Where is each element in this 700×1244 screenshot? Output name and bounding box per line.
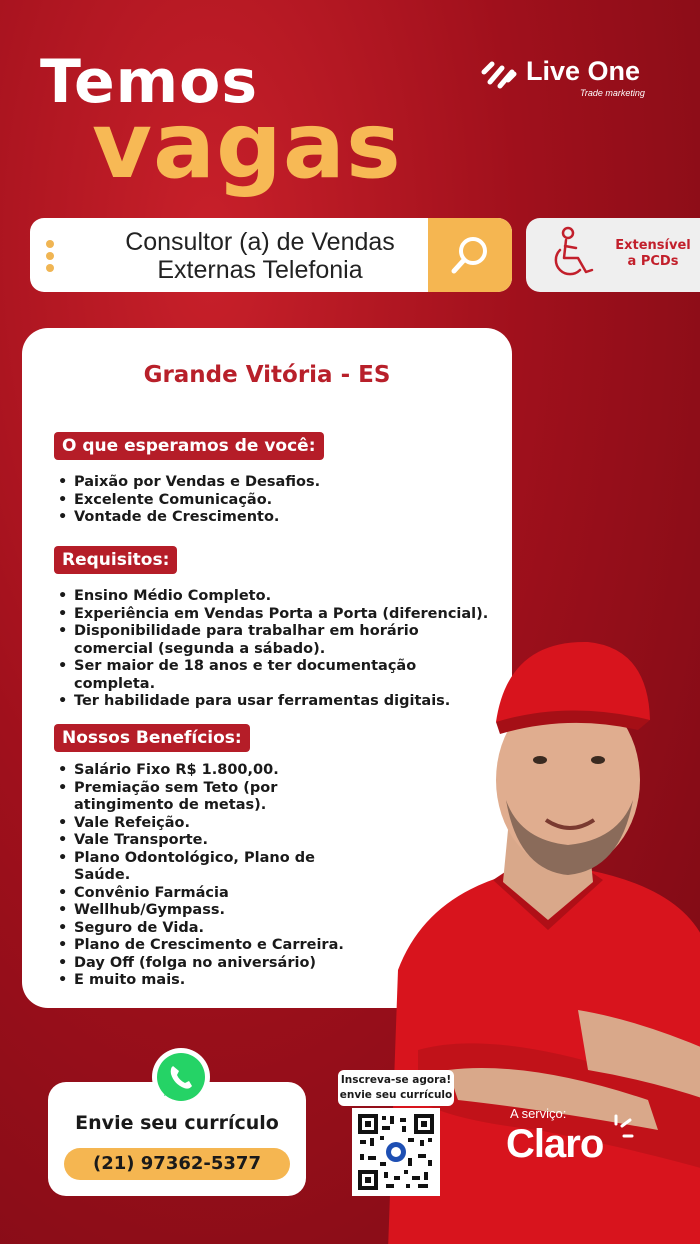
search-button: [428, 218, 512, 292]
list-item: • Plano de Crescimento e Carreira.: [74, 937, 374, 955]
pcd-text: [598, 238, 700, 270]
benefits-list: [74, 762, 374, 990]
list-item: • Ter habilidade para usar ferramentas digitais.: [74, 693, 504, 711]
section-heading-expectations: O que esperamos de você:: [54, 432, 324, 460]
qr-caption-line2: envie seu currículo: [339, 1089, 453, 1101]
list-item: • Plano Odontológico, Plano de Saúde.: [74, 850, 344, 885]
claro-logo: Claro: [506, 1122, 604, 1166]
search-icon: [448, 233, 492, 277]
logo-tagline: Trade marketing: [580, 88, 645, 98]
list-item: • Disponibilidade para trabalhar em horário comercial (segunda a sábado).: [74, 623, 444, 658]
list-item: • Ser maior de 18 anos e ter documentação completa.: [74, 658, 444, 693]
qr-code-icon[interactable]: [352, 1108, 440, 1196]
list-item: • E muito mais.: [74, 972, 374, 990]
qr-caption: [338, 1070, 454, 1106]
logo-name: Live One: [526, 56, 641, 86]
list-item: • Experiência em Vendas Porta a Porta (diferencial).: [74, 606, 504, 624]
list-item: • Vale Refeição.: [74, 815, 374, 833]
pcd-line2: a PCDs: [627, 254, 679, 269]
headline-vagas: vagas: [92, 92, 402, 199]
expectations-list: [74, 474, 320, 527]
list-item: • Seguro de Vida.: [74, 920, 374, 938]
location-title: Grande Vitória - ES: [143, 362, 391, 388]
list-item: • Convênio Farmácia: [74, 885, 374, 903]
liveone-logo: [480, 56, 660, 100]
claro-rays-icon: [612, 1114, 634, 1144]
qr-caption-line1: Inscreva-se agora!: [340, 1074, 452, 1086]
job-title-bar: [30, 218, 512, 292]
section-heading-benefits: Nossos Benefícios:: [54, 724, 250, 752]
list-item: • Paixão por Vendas e Desafios.: [74, 474, 320, 492]
send-resume-label: Envie seu currículo: [75, 1112, 279, 1134]
phone-number[interactable]: (21) 97362-5377: [64, 1148, 290, 1180]
list-item: • Wellhub/Gympass.: [74, 902, 374, 920]
list-item: • Vale Transporte.: [74, 832, 374, 850]
headline-temos: Temos: [40, 47, 259, 117]
partner-prefix: A serviço:: [510, 1106, 567, 1121]
job-title: [70, 228, 450, 284]
pcd-badge: [526, 218, 700, 292]
list-item: • Ensino Médio Completo.: [74, 588, 504, 606]
liveone-mark-icon: [480, 58, 518, 90]
list-item: • Premiação sem Teto (por atingimento de metas).: [74, 780, 304, 815]
wheelchair-icon: [548, 226, 598, 284]
job-title-line1: Consultor (a) de Vendas: [125, 228, 395, 256]
pcd-line1: Extensível: [615, 238, 691, 253]
list-item: • Vontade de Crescimento.: [74, 509, 320, 527]
job-title-line2: Externas Telefonia: [157, 256, 363, 284]
section-heading-requirements: Requisitos:: [54, 546, 177, 574]
list-item: • Day Off (folga no aniversário): [74, 955, 374, 973]
whatsapp-icon[interactable]: [150, 1046, 212, 1108]
list-item: • Salário Fixo R$ 1.800,00.: [74, 762, 374, 780]
list-item: • Excelente Comunicação.: [74, 492, 320, 510]
dots-decoration: [46, 240, 54, 276]
